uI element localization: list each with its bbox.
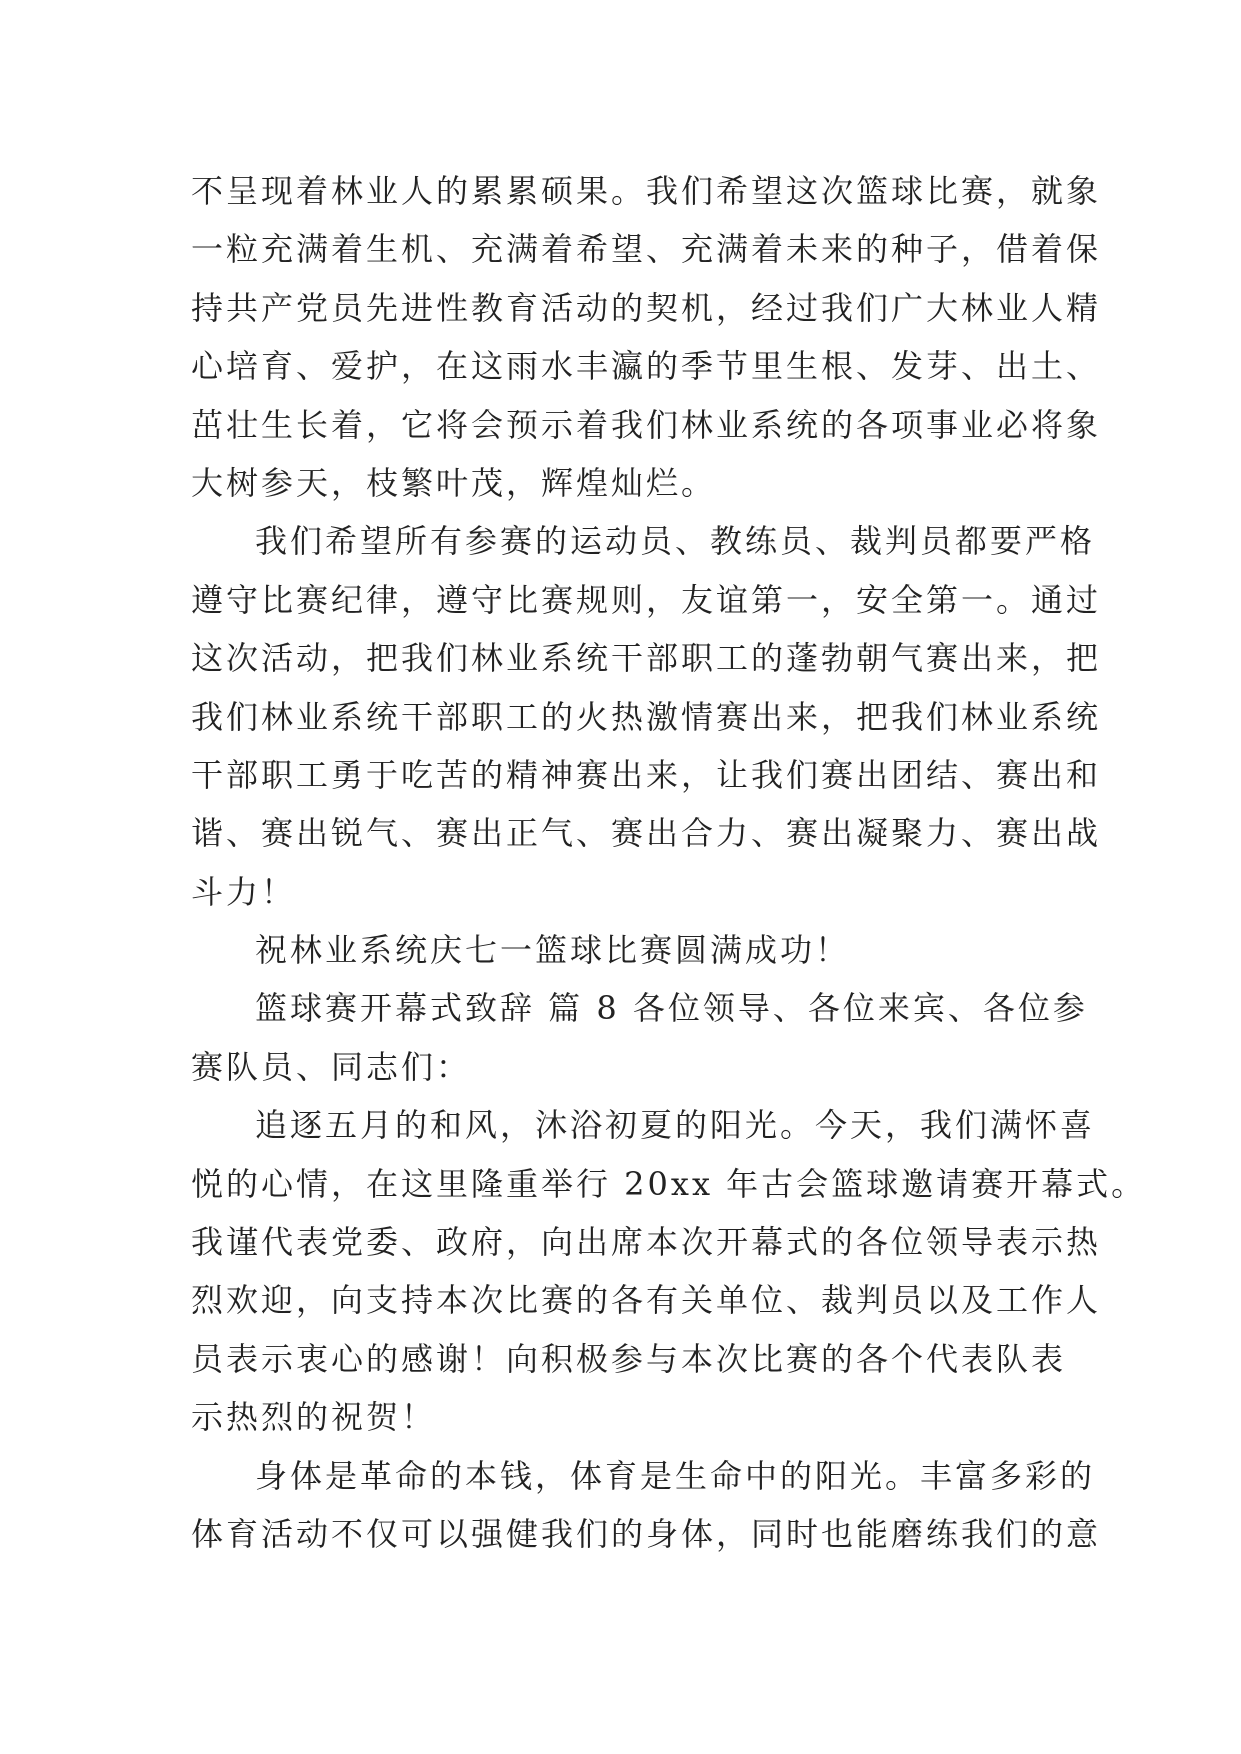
text-line: 持共产党员先进性教育活动的契机，经过我们广大林业人精 [191, 288, 1102, 327]
text-line: 我谨代表党委、政府，向出席本次开幕式的各位领导表示热 [191, 1223, 1102, 1262]
text-line: 干部职工勇于吃苦的精神赛出来，让我们赛出团结、赛出和 [191, 755, 1102, 794]
text-line: 篮球赛开幕式致辞 篇 8 各位领导、各位来宾、各位参 [255, 989, 1088, 1028]
text-line: 一粒充满着生机、充满着希望、充满着未来的种子，借着保 [191, 230, 1102, 269]
text-line: 我们希望所有参赛的运动员、教练员、裁判员都要严格 [255, 522, 1096, 561]
text-line: 祝林业系统庆七一篮球比赛圆满成功！ [255, 931, 851, 970]
text-line: 这次活动，把我们林业系统干部职工的蓬勃朝气赛出来，把 [191, 639, 1102, 678]
text-line: 身体是革命的本钱，体育是生命中的阳光。丰富多彩的 [255, 1456, 1096, 1495]
text-line: 谐、赛出锐气、赛出正气、赛出合力、赛出凝聚力、赛出战 [191, 814, 1102, 853]
text-line: 不呈现着林业人的累累硕果。我们希望这次篮球比赛，就象 [191, 172, 1102, 210]
body-text [191, 162, 1147, 1563]
text-line: 赛队员、同志们： [191, 1047, 472, 1086]
text-line: 烈欢迎，向支持本次比赛的各有关单位、裁判员以及工作人 [191, 1281, 1102, 1320]
text-line: 悦的心情，在这里隆重举行 20xx 年古会篮球邀请赛开幕式。 [191, 1164, 1147, 1203]
text-line: 我们林业系统干部职工的火热激情赛出来，把我们林业系统 [191, 697, 1102, 736]
text-line: 示热烈的祝贺！ [191, 1398, 437, 1437]
text-line: 追逐五月的和风，沐浴初夏的阳光。今天，我们满怀喜 [255, 1106, 1096, 1145]
text-line: 员表示衷心的感谢！向积极参与本次比赛的各个代表队表 [191, 1339, 1067, 1378]
text-line: 心培育、爱护，在这雨水丰瀛的季节里生根、发芽、出土、 [191, 347, 1102, 386]
text-line: 茁壮生长着，它将会预示着我们林业系统的各项事业必将象 [191, 405, 1102, 444]
text-line: 遵守比赛纪律，遵守比赛规则，友谊第一，安全第一。通过 [191, 580, 1102, 619]
text-line: 体育活动不仅可以强健我们的身体，同时也能磨练我们的意 [191, 1514, 1102, 1553]
text-line: 斗力！ [191, 872, 297, 911]
text-line: 大树参天，枝繁叶茂，辉煌灿烂。 [191, 463, 717, 502]
